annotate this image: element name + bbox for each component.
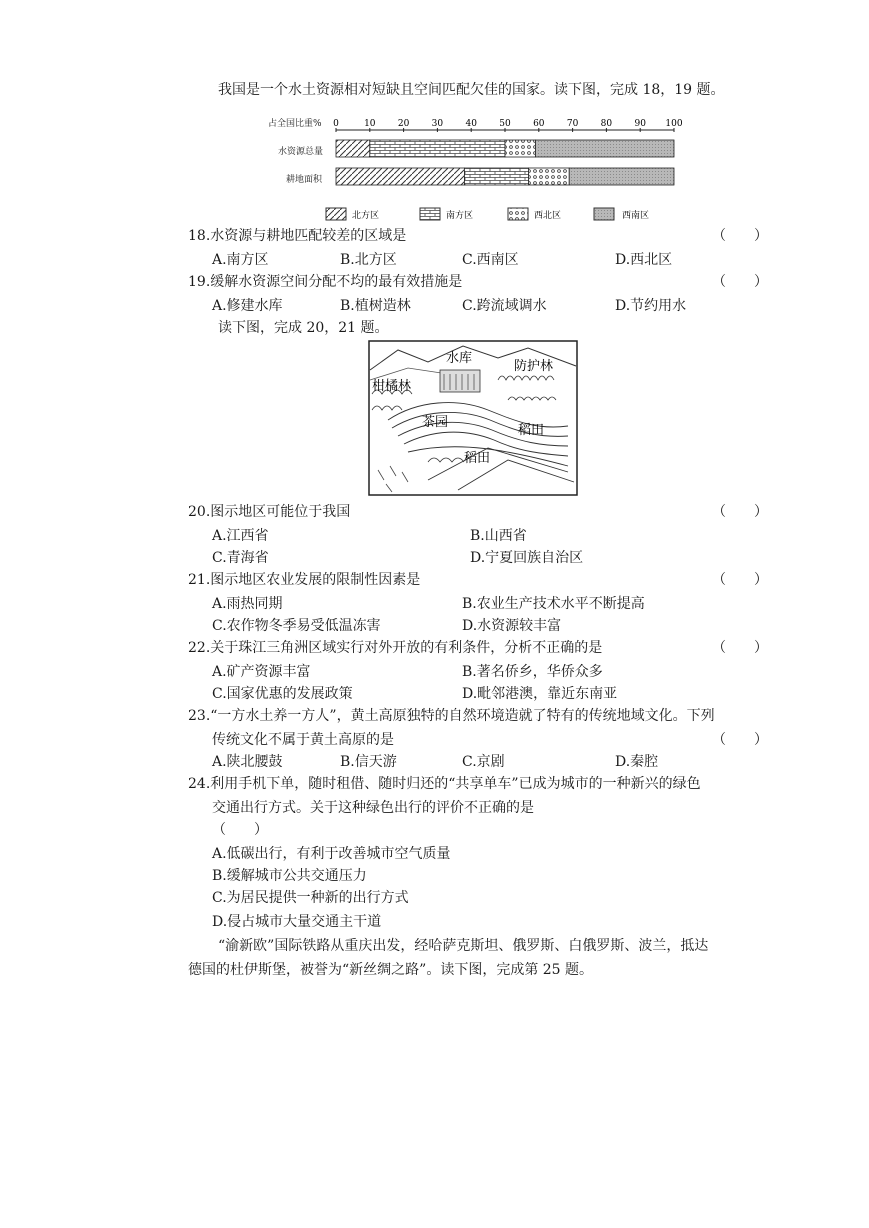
intro-text-25-line1: “渝新欧”国际铁路从重庆出发，经哈萨克斯坦、俄罗斯、白俄罗斯、波兰，抵达 [218,938,709,954]
tick-label: 70 [566,119,579,129]
tick-label: 80 [600,119,613,129]
tick-label: 50 [499,119,511,129]
intro-text-18-19: 我国是一个水土资源相对短缺且空间匹配欠佳的国家。读下图，完成 18，19 题。 [218,82,725,98]
q22-option-a: A.矿产资源丰富 [212,664,311,680]
label-tea-garden: 茶园 [422,415,449,430]
q23-stem-line1: 23.“一方水土养一方人”，黄土高原独特的自然环境造就了特有的传统地域文化。下列 [188,708,715,724]
q21-answer-paren: （ ） [712,572,768,588]
q23-answer-paren: （ ） [712,732,768,748]
q24-stem-line2: 交通出行方式。关于这种绿色出行的评价不正确的是 [212,800,534,816]
tick-label: 100 [665,119,683,129]
q23-option-c: C.京剧 [462,754,505,770]
q24-stem-line1: 24.利用手机下单，随时租借、随时归还的“共享单车”已成为城市的一种新兴的绿色 [188,776,701,792]
q22-answer-paren: （ ） [712,640,768,656]
tick-label: 30 [431,119,444,129]
q19-stem: 19.缓解水资源空间分配不均的最有效措施是 [188,274,463,290]
q22-stem: 22.关于珠江三角洲区域实行对外开放的有利条件，分析不正确的是 [188,640,603,656]
q18-answer-paren: （ ） [712,228,768,244]
q23-option-a: A.陕北腰鼓 [212,754,283,770]
q19-option-d: D.节约用水 [615,298,687,314]
bar-farmland-southwest [569,168,674,185]
q23-option-d: D.秦腔 [615,754,659,770]
legend-swatch-southwest [594,208,614,220]
q19-option-b: B.植树造林 [340,298,411,314]
q21-option-c: C.农作物冬季易受低温冻害 [212,618,381,634]
q24-option-a: A.低碳出行，有利于改善城市空气质量 [212,846,451,862]
q19-answer-paren: （ ） [712,274,768,290]
q21-option-b: B.农业生产技术水平不断提高 [462,596,645,612]
q21-stem: 21.图示地区农业发展的限制性因素是 [188,572,421,588]
label-citrus-grove: 柑橘林 [372,379,412,394]
label-paddy-field-2: 稻田 [464,451,491,466]
tick-label: 40 [465,119,477,129]
bar-water-south [370,140,505,157]
q19-option-a: A.修建水库 [212,298,283,314]
q24-option-d: D.侵占城市大量交通主干道 [212,914,382,930]
legend-label-north: 北方区 [352,211,380,221]
bar-water-north [336,140,370,157]
q18-option-b: B.北方区 [340,252,397,268]
row-label-farmland: 耕地面积 [286,175,323,185]
q21-option-a: A.雨热同期 [212,596,283,612]
q20-answer-paren: （ ） [712,504,768,520]
bar-water-southwest [535,140,674,157]
q23-stem-line2: 传统文化不属于黄土高原的是 [212,732,394,748]
q18-stem: 18.水资源与耕地匹配较差的区域是 [188,228,407,244]
q21-option-d: D.水资源较丰富 [462,618,562,634]
q24-option-b: B.缓解城市公共交通压力 [212,868,367,884]
water-farmland-chart [268,114,688,230]
q19-option-c: C.跨流域调水 [462,298,547,314]
q20-option-b: B.山西省 [470,528,527,544]
q18-option-a: A.南方区 [212,252,269,268]
chart-bars [336,140,674,185]
legend-swatch-north [326,208,346,220]
tick-label: 10 [364,119,376,129]
bar-farmland-north [336,168,464,185]
q24-answer-paren: （ ） [212,822,268,838]
q22-option-d: D.毗邻港澳，靠近东南亚 [462,686,618,702]
q20-stem: 20.图示地区可能位于我国 [188,504,351,520]
tick-label: 0 [333,119,339,129]
bar-farmland-south [464,168,528,185]
q22-option-c: C.国家优惠的发展政策 [212,686,353,702]
q20-option-a: A.江西省 [212,528,269,544]
label-paddy-field-1: 稻田 [518,423,545,438]
q18-option-d: D.西北区 [615,252,673,268]
label-shelterbelt: 防护林 [514,359,554,374]
legend-label-northwest: 西北区 [534,211,562,221]
tick-label: 20 [397,119,410,129]
q24-option-c: C.为居民提供一种新的出行方式 [212,890,409,906]
q18-option-c: C.西南区 [462,252,519,268]
tick-label: 60 [533,119,545,129]
legend-label-south: 南方区 [446,211,474,221]
intro-text-20-21: 读下图，完成 20，21 题。 [218,320,389,336]
intro-text-25-line2: 德国的杜伊斯堡，被誉为“新丝绸之路”。读下图，完成第 25 题。 [188,962,594,978]
tick-label: 90 [634,119,646,129]
q20-option-d: D.宁夏回族自治区 [470,550,584,566]
legend-swatch-northwest [508,208,528,220]
label-reservoir: 水库 [446,351,473,366]
q22-option-b: B.著名侨乡，华侨众多 [462,664,603,680]
x-axis-label: 占全国比重% [268,119,322,129]
q23-option-b: B.信天游 [340,754,397,770]
bar-farmland-northwest [529,168,570,185]
legend [326,208,649,221]
legend-swatch-south [420,208,440,220]
row-label-water: 水资源总量 [278,147,324,157]
legend-label-southwest: 西南区 [622,211,650,221]
bar-water-northwest [505,140,535,157]
terraced-landscape-illustration [368,340,578,496]
q20-option-c: C.青海省 [212,550,269,566]
